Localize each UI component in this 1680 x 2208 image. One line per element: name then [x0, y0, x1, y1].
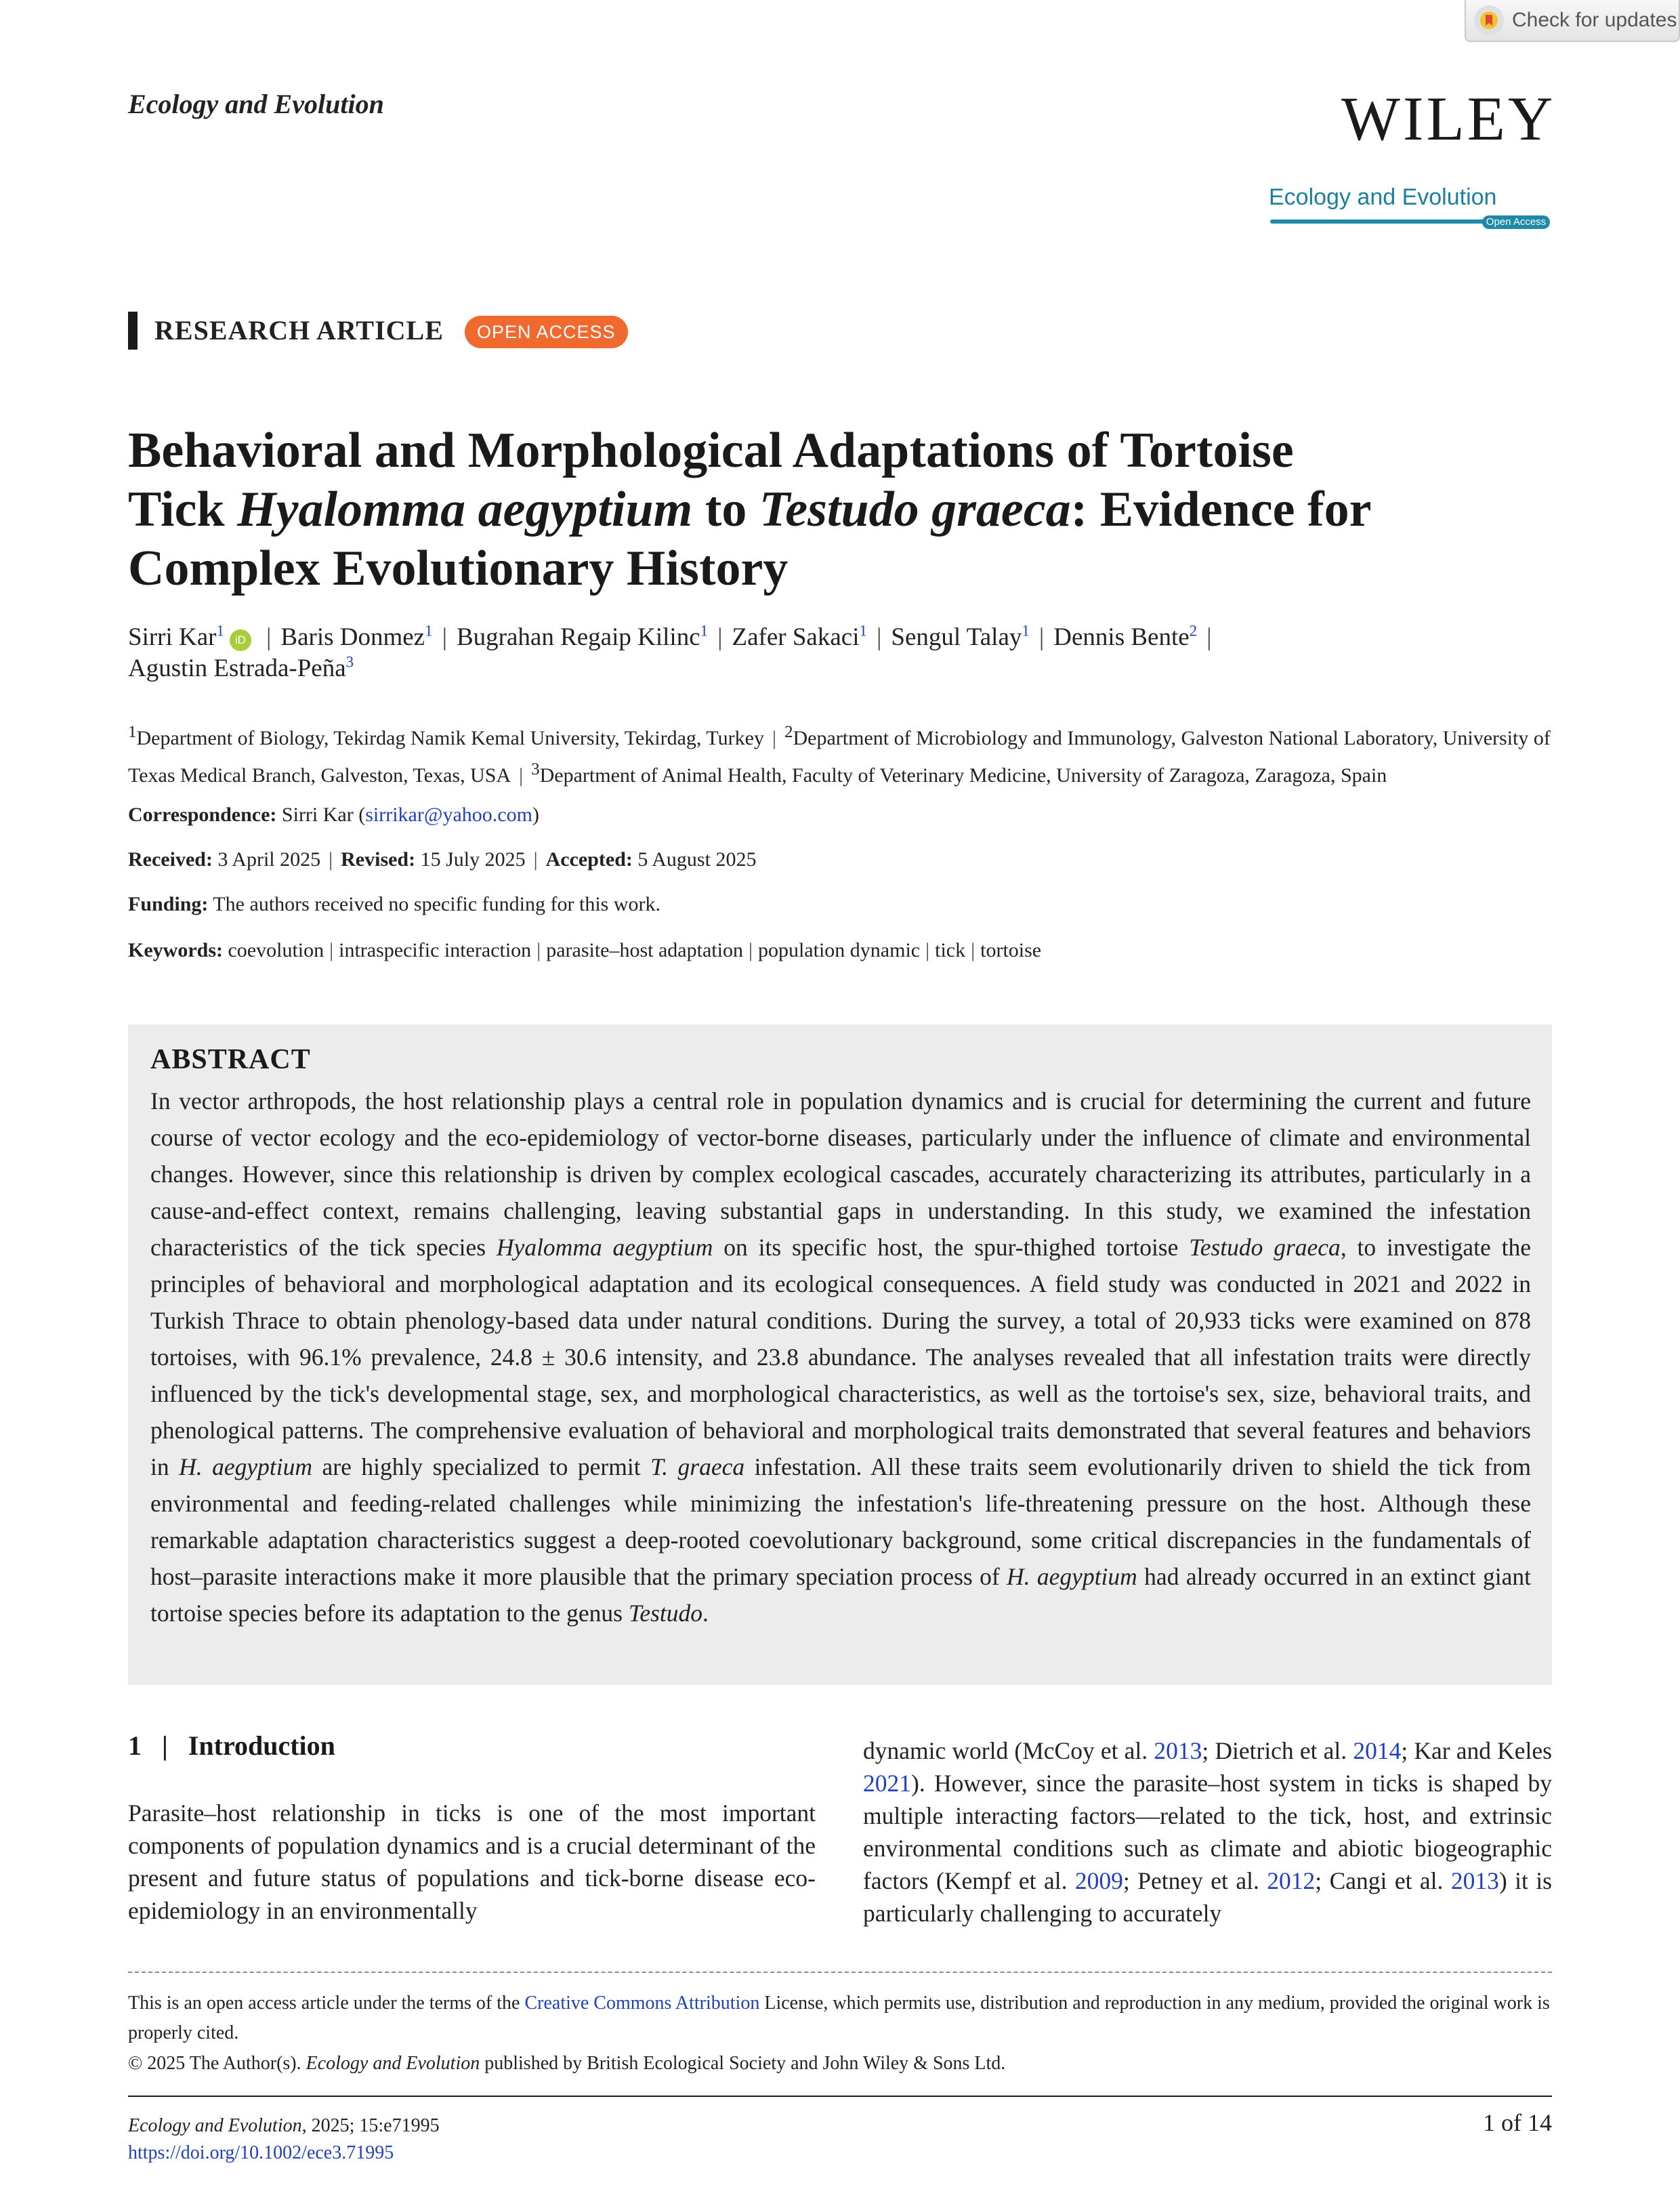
abstract-text-run: on its specific host, the spur-thighed tortoise	[713, 1234, 1190, 1261]
species-name: H. aegyptium	[1007, 1563, 1137, 1590]
journal-logo-open-access-badge: Open Access	[1482, 215, 1550, 229]
bookmark-icon	[1474, 5, 1504, 35]
keyword[interactable]: parasite–host adaptation	[546, 939, 743, 961]
title-text: : Evidence for	[1070, 482, 1372, 537]
accepted-date: 5 August 2025	[637, 848, 757, 871]
author-list: Sirri Kar$^1$iD | Baris Donmez$^1$ | Bugrahan Regaip Kilinc$^1$ | Zafer Sakaci$^1$ | Sengul Talay$^1$ | Dennis Bente$^2$ | Agustin Estrada-Peña$^3$	[128, 622, 1212, 682]
revised-label: Revised:	[341, 848, 416, 871]
keyword[interactable]: coevolution	[228, 939, 324, 961]
title-species: Hyalomma aegyptium	[237, 482, 693, 537]
check-for-updates-label: Check for updates	[1512, 9, 1677, 31]
funding-text: The authors received no specific funding for this work.	[213, 893, 660, 915]
intro-right-column	[863, 1734, 1552, 1930]
affiliation-number: 2	[784, 723, 793, 741]
correspondence-label: Correspondence:	[128, 804, 277, 826]
author-name[interactable]: Zafer Sakaci	[732, 623, 860, 651]
body-text-run: ) it is particularly challenging to accurately	[863, 1867, 1552, 1927]
license-text: License, which permits use, distribution and reproduction in any medium, provided the original work is properly cited.	[128, 1993, 1550, 2043]
article-dates: Received: 3 April 2025 | Revised: 15 July 2025 | Accepted: 5 August 2025	[128, 848, 757, 871]
author-name[interactable]: Dennis Bente	[1053, 623, 1190, 651]
correspondence-name: Sirri Kar	[281, 804, 354, 826]
title-text: to	[692, 482, 759, 537]
article-type: RESEARCH ARTICLE	[154, 315, 444, 346]
abstract-text-run: are highly specialized to permit	[312, 1453, 651, 1480]
author-affiliation-ref[interactable]: 1	[425, 622, 433, 640]
journal-name: Ecology and Evolution	[128, 89, 384, 119]
footer-rule	[128, 2096, 1552, 2097]
citation-info	[128, 2112, 440, 2167]
copyright-journal: Ecology and Evolution	[306, 2053, 480, 2074]
species-name: Testudo graeca	[1189, 1234, 1341, 1261]
license-text: This is an open access article under the terms of the	[128, 1993, 525, 2014]
citation-link[interactable]: 2012	[1267, 1867, 1316, 1894]
title-text: Tick	[128, 482, 238, 537]
affiliation-number: 3	[531, 760, 540, 778]
author-affiliation-ref[interactable]: 2	[1189, 622, 1198, 640]
abstract-heading: ABSTRACT	[150, 1044, 311, 1075]
check-for-updates-button[interactable]	[1465, 0, 1680, 42]
intro-left-column: Parasite–host relationship in ticks is one of the most important components of population dynamics and is a crucial determinant of the present and future status of populations and tick-borne disease eco-epidemiology in an environmentally	[128, 1799, 816, 1924]
citation-link[interactable]: 2009	[1074, 1867, 1123, 1894]
author-name[interactable]: Bugrahan Regaip Kilinc	[456, 623, 700, 651]
author-affiliation-ref[interactable]: 1	[216, 622, 224, 640]
citation-journal: Ecology and Evolution	[128, 2115, 302, 2136]
article-type-marker	[128, 312, 138, 350]
copyright-text: published by British Ecological Society and John Wiley & Sons Ltd.	[480, 2053, 1006, 2074]
author-affiliation-ref[interactable]: 1	[859, 622, 867, 640]
body-text-run: ; Cangi et al.	[1315, 1867, 1451, 1894]
received-label: Received:	[128, 848, 213, 871]
affiliation: Department of Biology, Tekirdag Namik Kemal University, Tekirdag, Turkey	[136, 727, 764, 749]
license-link[interactable]: Creative Commons Attribution	[524, 1993, 760, 2014]
publisher-logo: WILEY	[1341, 84, 1556, 153]
journal-logo: Ecology and Evolution	[1269, 184, 1497, 210]
affiliation: Department of Animal Health, Faculty of Veterinary Medicine, University of Zaragoza, Zaragoza, Spain	[539, 764, 1387, 787]
keywords: Keywords: coevolution | intraspecific interaction | parasite–host adaptation | population dynamic | tick | tortoise	[128, 939, 1042, 961]
author-name[interactable]: Sengul Talay	[891, 623, 1022, 651]
body-text-run: ; Kar and Keles	[1401, 1737, 1552, 1764]
accepted-label: Accepted:	[545, 848, 633, 871]
author-name[interactable]: Agustin Estrada-Peña	[128, 654, 346, 682]
open-access-badge: OPEN ACCESS	[465, 316, 628, 348]
abstract-text-run: , to investigate the principles of behavioral and morphological adaptation and its ecological consequences. A field study was conducted in 2021 and 2022 in Turkish Thrace to obtain phenology-based data under natural conditions. During the survey, a total of 20,933 ticks were examined on 878 tortoises, with 96.1% prevalence, 24.8 ± 30.6 intensity, and 23.8 abundance. The analyses revealed that all infestation traits were directly influenced by the tick's developmental stage, sex, and morphological characteristics, as well as the tortoise's sex, size, behavioral traits, and phenological patterns. The comprehensive evaluation of behavioral and morphological traits demonstrated that several features and behaviors in	[150, 1234, 1531, 1480]
abstract-text-run: had already occurred in an extinct giant tortoise species before its adaptation to the genus	[150, 1563, 1531, 1627]
citation-link[interactable]: 2014	[1353, 1737, 1402, 1764]
copyright	[128, 2053, 1005, 2075]
affiliation-number: 1	[128, 723, 137, 741]
doi-link[interactable]: https://doi.org/10.1002/ece3.71995	[128, 2142, 394, 2163]
page-number: 1 of 14	[1483, 2109, 1552, 2136]
abstract-text	[150, 1083, 1531, 1631]
keyword[interactable]: population dynamic	[757, 939, 921, 961]
body-text-run: dynamic world (McCoy et al.	[863, 1737, 1154, 1764]
orcid-icon[interactable]: iD	[230, 629, 251, 651]
affiliation: Department of Microbiology and Immunology, Galveston National Laboratory, University of Texas Medical Branch, Galveston, Texas, USA	[128, 727, 1551, 787]
revised-date: 15 July 2025	[420, 848, 526, 871]
body-text-run: ; Petney et al.	[1122, 1867, 1267, 1894]
correspondence: Correspondence: Sirri Kar (sirrikar@yahoo.com)	[128, 804, 539, 826]
species-name: T. graeca	[650, 1453, 745, 1480]
author-affiliation-ref[interactable]: 3	[345, 653, 354, 671]
section-heading-introduction: 1 | Introduction	[128, 1730, 335, 1761]
received-date: 3 April 2025	[217, 848, 321, 871]
author-name[interactable]: Sirri Kar	[128, 623, 217, 651]
author-affiliation-ref[interactable]: 1	[700, 622, 709, 640]
citation-volume: , 2025; 15:e71995	[301, 2115, 440, 2136]
keywords-label: Keywords:	[128, 939, 223, 961]
body-text-run: ). However, since the parasite–host system in ticks is shaped by multiple interacting factors—related to the tick, host, and extrinsic environmental conditions such as climate and abiotic biogeographic factors (Kempf et al.	[863, 1770, 1552, 1894]
species-name: H. aegyptium	[179, 1453, 313, 1480]
author-name[interactable]: Baris Donmez	[280, 623, 425, 651]
abstract-text-run: In vector arthropods, the host relationship plays a central role in population dynamics and is crucial for determining the current and future course of vector ecology and the eco-epidemiology of vector-borne diseases, particularly under the influence of climate and environmental changes. However, since this relationship is driven by complex ecological cascades, accurately characterizing its attributes, particularly in a cause-and-effect context, remains challenging, leaving substantial gaps in understanding. In this study, we examined the infestation characteristics of the tick species	[150, 1087, 1531, 1261]
species-name: Hyalomma aegyptium	[496, 1234, 713, 1261]
license-notice	[128, 1988, 1552, 2048]
article-title	[128, 421, 1564, 598]
body-text-run: ; Dietrich et al.	[1202, 1737, 1353, 1764]
funding-label: Funding:	[128, 893, 209, 915]
citation-link[interactable]: 2013	[1154, 1737, 1202, 1764]
keyword[interactable]: tick	[935, 939, 966, 961]
affiliations: $^1$Department of Biology, Tekirdag Namik Kemal University, Tekirdag, Turkey | $^2$Department of Microbiology and Immunology, Galveston National Laboratory, University of Texas Medical Branch, Galveston, Texas, USA | $^3$Department of Animal Health, Faculty of Veterinary Medicine, University of Zaragoza, Zaragoza, Spain	[128, 723, 1551, 787]
abstract-text-run: .	[702, 1600, 709, 1627]
citation-link[interactable]: 2021	[863, 1770, 911, 1797]
title-line-3: Complex Evolutionary History	[128, 541, 789, 596]
keyword[interactable]: tortoise	[980, 939, 1042, 961]
funding	[128, 893, 660, 916]
copyright-text: © 2025 The Author(s).	[128, 2053, 306, 2074]
title-host: Testudo graeca	[759, 482, 1071, 537]
footer-divider	[128, 1972, 1552, 1973]
correspondence-email-link[interactable]: sirrikar@yahoo.com	[365, 804, 532, 826]
genus-name: Testudo	[628, 1600, 703, 1627]
keyword[interactable]: intraspecific interaction	[339, 939, 532, 961]
abstract-text-run: infestation. All these traits seem evolutionarily driven to shield the tick from environmental and feeding-related challenges while minimizing the infestation's life-threatening pressure on the host. Although these remarkable adaptation characteristics suggest a deep-rooted coevolutionary background, some critical discrepancies in the fundamentals of host–parasite interactions make it more plausible that the primary speciation process of	[150, 1453, 1532, 1590]
citation-link[interactable]: 2013	[1450, 1867, 1499, 1894]
author-affiliation-ref[interactable]: 1	[1022, 622, 1030, 640]
title-line-1: Behavioral and Morphological Adaptations of Tortoise	[128, 423, 1294, 478]
